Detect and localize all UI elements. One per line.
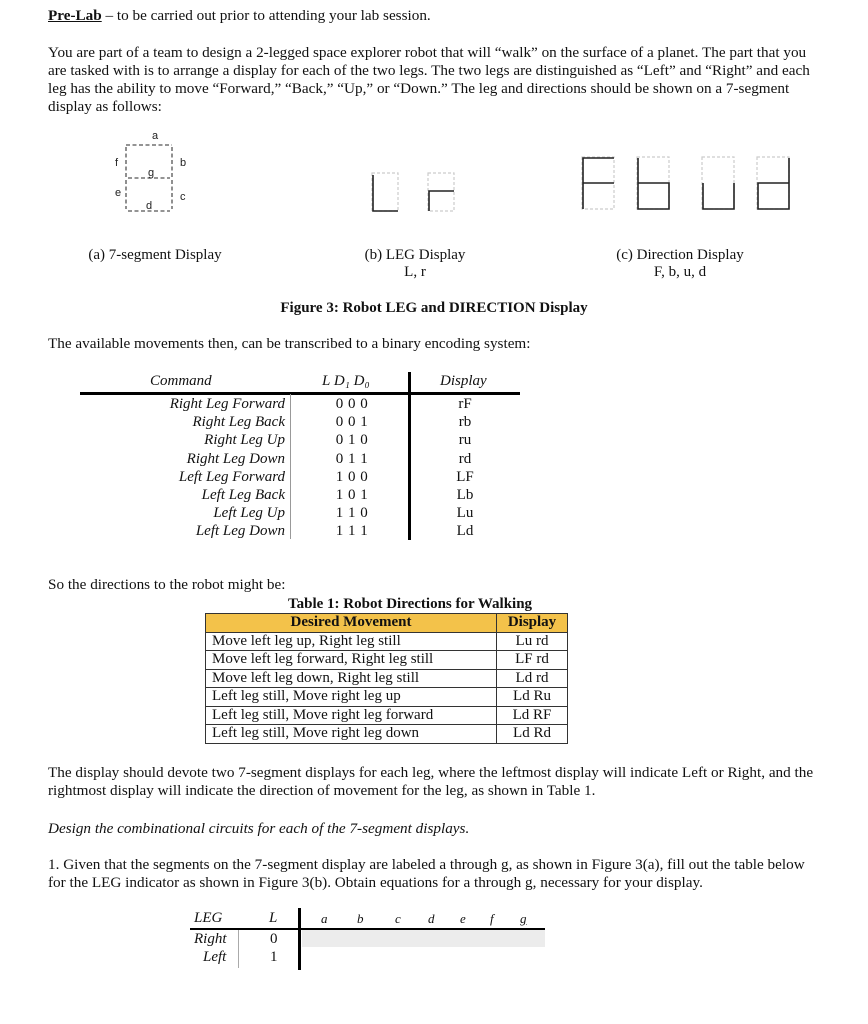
segment-label-b: b [180,157,187,169]
command-cell: Right Leg Back [192,414,285,431]
prelab-heading [48,7,431,25]
command-cell: Left Leg Forward [178,468,285,485]
table-row [206,725,568,744]
bits-cell: 1 1 1 [335,523,369,540]
display-cell: rd [458,450,472,467]
movement-cell: Move left leg down, Right leg still [206,669,497,688]
leg-table [190,908,550,970]
movement-cell: Left leg still, Move right leg down [206,725,497,744]
figure-title: Figure 3: Robot LEG and DIRECTION Display [280,300,588,316]
movement-cell: Left leg still, Move right leg up [206,688,497,707]
figure-3-displays [0,125,868,245]
header-L: L [269,910,278,926]
encoding-intro: The available movements then, can be transcribed to a binary encoding system: [48,335,531,352]
command-cell: Right Leg Up [204,432,285,449]
encoding-table [80,372,525,544]
caption-b-line2: L, r [404,264,426,280]
table-row [206,688,568,707]
leg-col-rule [238,930,239,968]
bits-cell: 1 0 0 [335,468,369,485]
table-header-row [206,614,568,633]
header-b: b [357,911,364,926]
row-value-left: 1 [270,949,278,965]
display-column [430,395,500,541]
display-cell: rF [458,396,472,412]
command-cell: Left Leg Up [213,505,285,522]
header-desired-movement: Desired Movement [206,614,497,633]
command-cell: Left Leg Back [201,487,285,504]
prelab-title: Pre-Lab [48,7,102,24]
col-rule-1 [290,394,291,539]
bits-cell: 0 1 0 [335,432,369,449]
header-a: a [321,911,328,926]
prelab-subtitle: – to be carried out prior to attending your lab session. [101,7,431,24]
glyph-u [703,183,734,209]
bits-cell: 0 1 1 [335,450,369,467]
movement-cell: Left leg still, Move right leg forward [206,706,497,725]
command-cell: Left Leg Down [195,523,285,540]
display-cell: Lu rd [497,632,568,651]
table-row [206,669,568,688]
bits-column [312,395,392,541]
question-1: 1. Given that the segments on the 7-segment display are labeled a through g, as shown in Figure 3(a), fill out the table below for the LEG indicator as shown in Figure 3(b). Obtain equations for a through g, necessary for your display. [48,856,805,891]
segment-label-a: a [152,130,159,142]
segment-label-e: e [115,187,122,199]
leg-col-divider [298,908,301,970]
segment-label-g: g [148,167,155,179]
header-f: f [490,911,494,926]
movement-cell: Move left leg up, Right leg still [206,632,497,651]
caption-a: (a) 7-segment Display [88,247,222,263]
display-cell: ru [458,432,472,449]
glyph-d [758,158,789,209]
command-cell: Right Leg Down [186,450,285,467]
row-value-right: 0 [270,931,278,947]
answer-row-right[interactable] [302,930,545,947]
header-command: Command [150,373,212,389]
movement-cell: Move left leg forward, Right leg still [206,651,497,670]
row-label-right: Right [194,931,227,947]
header-g: g [520,911,527,926]
robot-directions-table [205,613,568,744]
header-c: c [395,911,401,926]
segment-label-f: f [115,157,119,169]
design-instruction: Design the combinational circuits for each of the 7-segment displays. [48,820,470,837]
segment-label-d: d [146,200,153,212]
table-row [206,706,568,725]
display-cell: rb [458,414,472,431]
bits-cell: 0 0 0 [335,396,369,412]
segment-label-c: c [180,191,186,203]
row-label-left: Left [203,949,227,965]
table-row [206,651,568,670]
display-cell: Ld rd [497,669,568,688]
display-cell: Ld Ru [497,688,568,707]
header-e: e [460,911,466,926]
direction-display-glyphs [582,157,789,209]
header-display: Display [440,373,487,389]
table1-caption: Table 1: Robot Directions for Walking [288,596,533,612]
bits-cell: 1 0 1 [335,487,369,504]
display-paragraph: The display should devote two 7-segment displays for each leg, where the leftmost display will indicate Left or Right, and the rightmost display will indicate the direction of movement for the leg, as shown in Table 1. [48,764,814,799]
directions-intro: So the directions to the robot might be: [48,576,286,593]
glyph-b [638,158,669,209]
header-bits: L D₁ D₀ [322,373,370,389]
display-cell: Lb [456,487,474,504]
leg-display-glyphs [372,173,454,211]
caption-c-line2: F, b, u, d [653,264,707,280]
display-cell: LF rd [497,651,568,670]
display-cell: LF [456,468,474,485]
command-column [80,395,285,541]
table-row [206,632,568,651]
caption-c-line1: (c) Direction Display [616,247,744,263]
header-d: d [428,911,435,926]
glyph-L [373,175,398,211]
display-cell: Ld Rd [497,725,568,744]
intro-paragraph: You are part of a team to design a 2-legged space explorer robot that will “walk” on the surface of a planet. The part that you are tasked with is to arrange a display for each of the two legs. The two legs are distinguished as “Left” and “Right” and each leg has the ability to move “Forward,” “Back,” “Up,” or “Down.” The leg and directions should be shown on a 7-segment display as follows: [48,44,810,115]
leg-header-rule [190,928,545,930]
header-leg: LEG [194,910,223,926]
display-cell: Lu [456,505,474,522]
header-display: Display [497,614,568,633]
bits-cell: 1 1 0 [335,505,369,522]
answer-row-left[interactable] [302,949,545,966]
caption-b-line1: (b) LEG Display [364,247,466,263]
display-cell: Ld RF [497,706,568,725]
col-rule-2 [408,372,411,540]
glyph-r [429,191,454,211]
command-cell: Right Leg Forward [169,396,285,412]
bits-cell: 0 0 1 [335,414,369,431]
display-cell: Ld [456,523,474,540]
